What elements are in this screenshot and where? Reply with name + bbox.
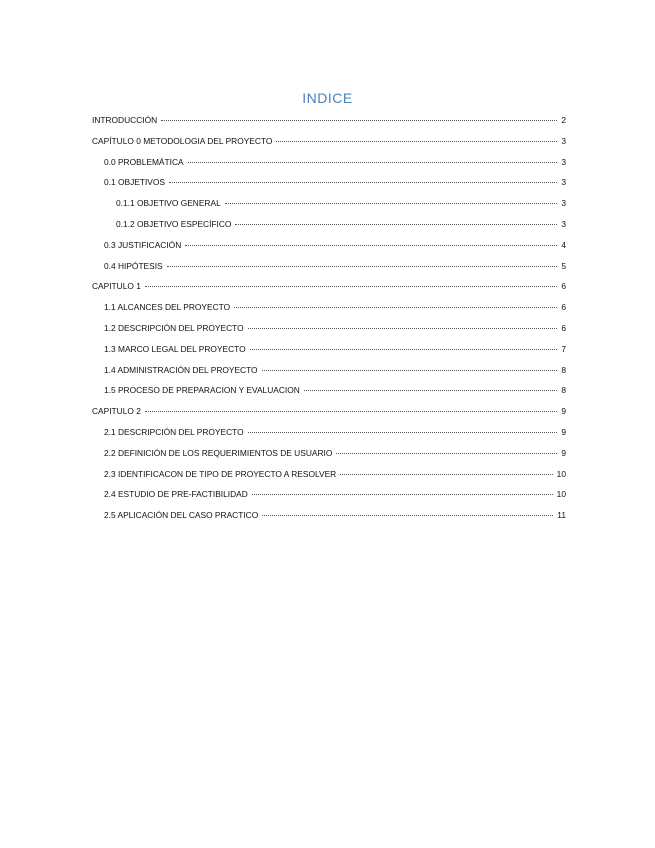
toc-entry[interactable]	[92, 339, 566, 360]
toc-entry[interactable]	[92, 297, 566, 318]
toc-entry[interactable]	[92, 152, 566, 173]
toc-dot-leader	[145, 286, 557, 287]
toc-dot-leader	[276, 141, 557, 142]
toc-entry[interactable]	[92, 422, 566, 443]
toc-entry-page: 2	[561, 115, 566, 125]
toc-entry[interactable]	[92, 443, 566, 464]
toc-entry-label: 0.0 PROBLEMÁTICA	[104, 156, 184, 167]
toc-entry-page: 8	[561, 364, 566, 375]
toc-entry-page: 4	[561, 239, 566, 250]
toc-dot-leader	[248, 432, 558, 433]
toc-entry-label: 0.4 HIPÓTESIS	[104, 260, 163, 271]
toc-entry-page: 3	[561, 135, 566, 146]
toc-entry[interactable]	[92, 380, 566, 401]
toc-entry-page: 9	[561, 406, 566, 417]
toc-entry-page: 8	[561, 385, 566, 396]
toc-entry[interactable]	[92, 235, 566, 256]
toc-entry-label: CAPITULO 2	[92, 406, 141, 417]
toc-entry-page: 10	[556, 489, 566, 500]
toc-entry-page: 7	[561, 343, 566, 354]
toc-entry-page: 6	[561, 322, 566, 333]
toc-entry-page: 9	[561, 447, 566, 458]
toc-entry-page: 3	[561, 156, 566, 167]
toc-dot-leader	[340, 474, 552, 475]
toc-entry-label: 1.2 DESCRIPCIÓN DEL PROYECTO	[104, 322, 244, 333]
toc-dot-leader	[188, 162, 558, 163]
toc-entry-label: 2.4 ESTUDIO DE PRE-FACTIBILIDAD	[104, 489, 248, 500]
toc-dot-leader	[336, 453, 557, 454]
toc-entry[interactable]	[92, 172, 566, 193]
toc-entry-label: INTRODUCCIÓN	[92, 115, 158, 125]
toc-entry-page: 3	[561, 218, 566, 229]
toc-entry-label: 2.3 IDENTIFICACON DE TIPO DE PROYECTO A RESOLVER	[104, 468, 337, 479]
toc-entry-label: 1.1 ALCANCES DEL PROYECTO	[104, 302, 231, 313]
toc-dot-leader	[235, 224, 557, 225]
toc-dot-leader	[161, 120, 557, 121]
toc-entry-label: 2.1 DESCRIPCIÓN DEL PROYECTO	[104, 426, 244, 437]
toc-dot-leader	[185, 245, 557, 246]
toc-dot-leader	[169, 182, 557, 183]
toc-entry-page: 10	[556, 468, 566, 479]
toc-dot-leader	[234, 307, 557, 308]
toc-dot-leader	[225, 203, 558, 204]
toc-dot-leader	[252, 494, 553, 495]
toc-entry-label: 1.5 PROCESO DE PREPARACION Y EVALUACION	[104, 385, 300, 396]
toc-entry[interactable]	[92, 276, 566, 297]
toc-entry-page: 3	[561, 198, 566, 209]
toc-entry-label: 0.1.1 OBJETIVO GENERAL	[116, 198, 221, 209]
toc-entry-page: 9	[561, 426, 566, 437]
table-of-contents	[92, 110, 566, 526]
toc-entry-label: 2.5 APLICACIÓN DEL CASO PRACTICO	[104, 510, 259, 521]
toc-entry[interactable]	[92, 318, 566, 339]
toc-entry[interactable]	[92, 110, 566, 131]
toc-entry[interactable]	[92, 256, 566, 277]
toc-dot-leader	[145, 411, 557, 412]
toc-entry-page: 6	[561, 281, 566, 292]
toc-title: INDICE	[302, 90, 353, 106]
toc-entry-label: 0.1 OBJETIVOS	[104, 177, 165, 188]
toc-entry[interactable]	[92, 464, 566, 485]
toc-entry[interactable]	[92, 193, 566, 214]
toc-dot-leader	[167, 266, 558, 267]
toc-entry[interactable]	[92, 131, 566, 152]
toc-entry[interactable]	[92, 401, 566, 422]
toc-entry-label: CAPÍTULO 0 METODOLOGIA DEL PROYECTO	[92, 135, 273, 146]
toc-entry[interactable]	[92, 360, 566, 381]
toc-entry[interactable]	[92, 214, 566, 235]
toc-dot-leader	[248, 328, 558, 329]
toc-entry-page: 5	[561, 260, 566, 271]
toc-entry-label: 0.3 JUSTIFICACIÓN	[104, 239, 182, 250]
toc-dot-leader	[262, 515, 553, 516]
toc-entry[interactable]	[92, 484, 566, 505]
toc-entry-label: 0.1.2 OBJETIVO ESPECÍFICO	[116, 218, 232, 229]
toc-entry-label: 1.4 ADMINISTRACIÓN DEL PROYECTO	[104, 364, 258, 375]
toc-entry-label: CAPITULO 1	[92, 281, 141, 292]
toc-entry-label: 2.2 DEFINICIÓN DE LOS REQUERIMIENTOS DE USUARIO	[104, 447, 333, 458]
toc-entry-page: 6	[561, 302, 566, 313]
toc-dot-leader	[262, 370, 558, 371]
toc-dot-leader	[250, 349, 558, 350]
toc-entry-page: 11	[557, 510, 566, 521]
toc-entry-label: 1.3 MARCO LEGAL DEL PROYECTO	[104, 343, 246, 354]
toc-entry[interactable]	[92, 505, 566, 526]
toc-entry-page: 3	[561, 177, 566, 188]
toc-dot-leader	[304, 390, 558, 391]
